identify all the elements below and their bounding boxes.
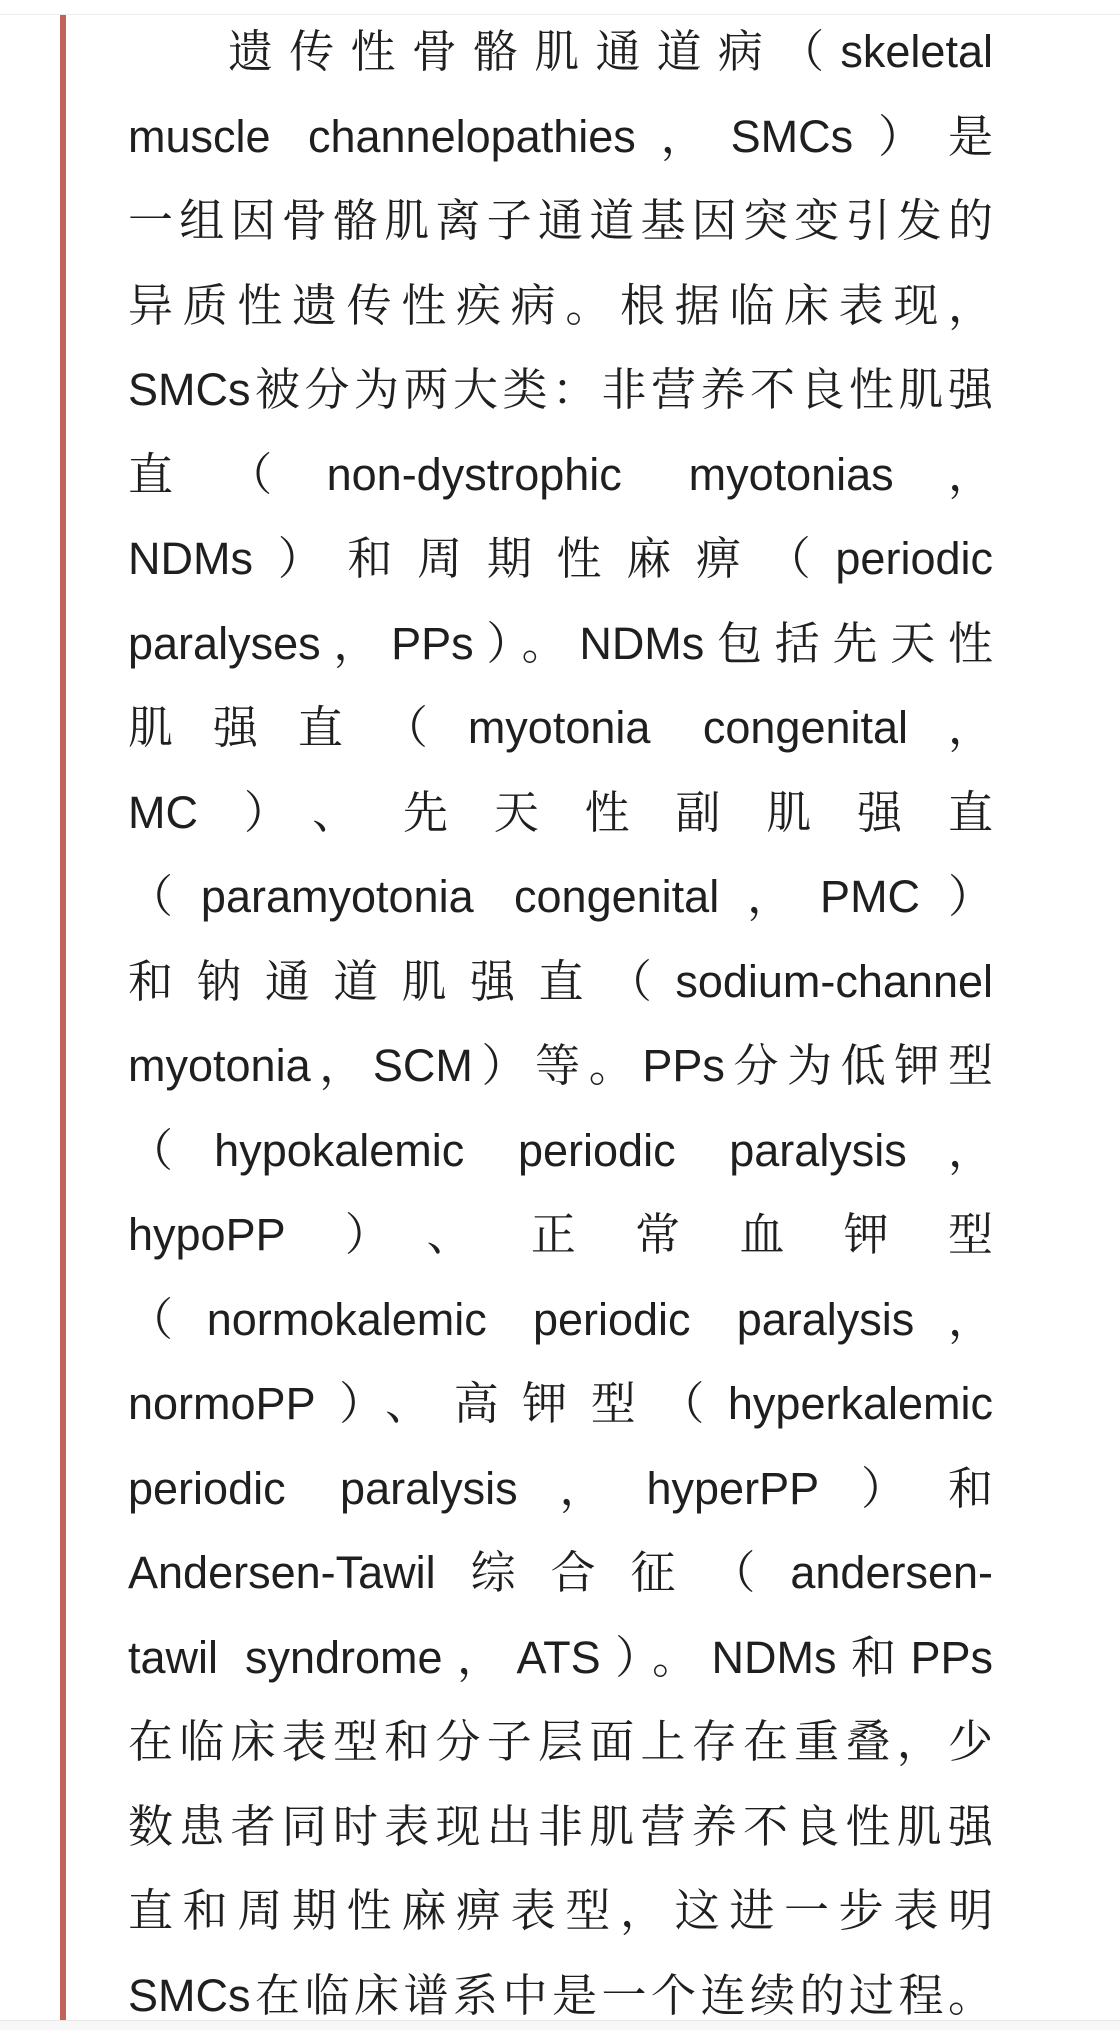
text-line: myotonia，SCM）等。PPs分为低钾型: [128, 1040, 993, 1091]
paragraph-text: [128, 10, 993, 2030]
text-line: NDMs）和周期性麻痹（periodic: [128, 533, 993, 584]
text-line: paralyses，PPs）。NDMs包括先天性: [128, 617, 993, 669]
text-line: 数患者同时表现出非肌营养不良性肌强: [128, 1800, 993, 1852]
text-line: 一组因骨骼肌离子通道基因突变引发的: [128, 195, 993, 246]
text-line: hypoPP）、正常血钾型: [128, 1209, 993, 1260]
text-line: （paramyotonia congenital，PMC）: [128, 871, 993, 922]
text-line: 和钠通道肌强直（sodium-channel: [128, 955, 993, 1007]
bottom-divider: [0, 2020, 1120, 2030]
text-line: 直和周期性麻痹表型，这进一步表明: [128, 1885, 993, 1936]
text-line: （normokalemic periodic paralysis，: [128, 1293, 993, 1345]
text-line: MC）、先天性副肌强直: [128, 786, 993, 838]
text-line: periodic paralysis，hyperPP）和: [128, 1462, 993, 1514]
text-line: SMCs在临床谱系中是一个连续的过程。: [128, 1969, 993, 2021]
blockquote-accent-bar: [60, 15, 66, 2021]
text-line: Andersen-Tawil综合征（andersen-: [128, 1547, 993, 1598]
text-line: 遗传性骨骼肌通道病（skeletal: [228, 26, 993, 77]
text-line: 肌强直（myotonia congenital，: [128, 702, 993, 753]
text-line: normoPP）、高钾型（hyperkalemic: [128, 1378, 993, 1429]
text-line: 异质性遗传性疾病。根据临床表现，: [128, 279, 993, 331]
text-line: 在临床表型和分子层面上存在重叠，少: [128, 1716, 993, 1767]
text-line: tawil syndrome，ATS）。NDMs和PPs: [128, 1631, 993, 1683]
text-line: muscle channelopathies，SMCs）是: [128, 110, 993, 162]
text-line: （hypokalemic periodic paralysis，: [128, 1124, 993, 1176]
text-line: SMCs被分为两大类：非营养不良性肌强: [128, 364, 993, 415]
text-line: 直（non-dystrophic myotonias，: [128, 448, 993, 500]
